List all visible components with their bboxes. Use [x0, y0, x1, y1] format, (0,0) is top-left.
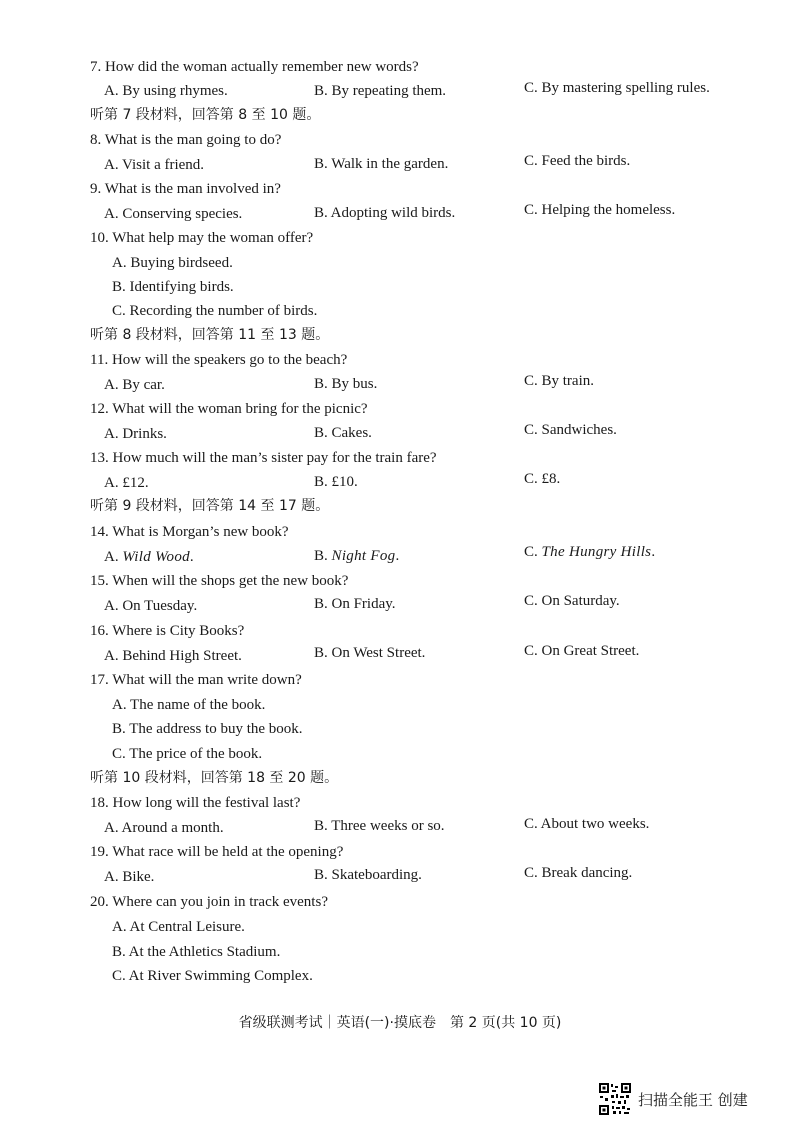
scanner-watermark — [598, 1082, 748, 1116]
question-19-option-c: C. Break dancing. — [524, 865, 633, 881]
question-16-option-a: A. Behind High Street. — [104, 648, 242, 664]
question-13-option-c: C. £8. — [524, 471, 561, 487]
book-title-wild-wood: Wild Wood — [122, 549, 190, 565]
question-18-option-c: C. About two weeks. — [524, 816, 650, 832]
question-20-option-a: A. At Central Leisure. — [112, 919, 245, 935]
question-14-option-c — [524, 543, 655, 561]
option-c-period: . — [651, 544, 656, 560]
scanner-label: 扫描全能王 创建 — [638, 1090, 748, 1109]
question-15-option-c: C. On Saturday. — [524, 593, 620, 609]
question-10-option-c: C. Recording the number of birds. — [112, 303, 318, 319]
page-footer: 省级联测考试｜英语(一)·摸底卷 第 2 页(共 10 页) — [238, 1015, 562, 1031]
question-10-option-a: A. Buying birdseed. — [112, 255, 233, 271]
question-17-stem: 17. What will the man write down? — [90, 672, 302, 688]
question-8-option-c: C. Feed the birds. — [524, 153, 631, 169]
question-13-stem: 13. How much will the man’s sister pay for the train fare? — [90, 450, 437, 466]
question-7-option-b: B. By repeating them. — [314, 83, 447, 99]
question-11-option-b: B. By bus. — [314, 376, 378, 392]
question-9-option-a: A. Conserving species. — [104, 206, 243, 222]
question-8-option-b: B. Walk in the garden. — [314, 156, 449, 172]
option-b-letter: B. — [314, 548, 332, 564]
question-9-stem: 9. What is the man involved in? — [90, 181, 281, 197]
question-13-option-a: A. £12. — [104, 475, 149, 491]
section-heading-9: 听第 9 段材料，回答第 14 至 17 题。 — [90, 498, 330, 514]
question-11-option-a: A. By car. — [104, 377, 165, 393]
question-14-stem: 14. What is Morgan’s new book? — [90, 524, 289, 540]
question-19-option-b: B. Skateboarding. — [314, 867, 422, 883]
question-12-option-a: A. Drinks. — [104, 426, 167, 442]
book-title-night-fog: Night Fog — [331, 548, 396, 564]
question-17-option-b: B. The address to buy the book. — [112, 721, 303, 737]
question-16-option-c: C. On Great Street. — [524, 643, 640, 659]
section-heading-7: 听第 7 段材料，回答第 8 至 10 题。 — [90, 107, 321, 123]
question-10-stem: 10. What help may the woman offer? — [90, 230, 314, 246]
question-14-option-b — [314, 547, 399, 565]
question-19-stem: 19. What race will be held at the opening? — [90, 844, 344, 860]
question-10-option-b: B. Identifying birds. — [112, 279, 234, 295]
question-17-option-a: A. The name of the book. — [112, 697, 266, 713]
question-20-option-c: C. At River Swimming Complex. — [112, 968, 313, 984]
book-title-hungry-hills: The Hungry Hills — [541, 544, 652, 560]
question-12-option-c: C. Sandwiches. — [524, 422, 617, 438]
question-11-stem: 11. How will the speakers go to the beach? — [90, 352, 348, 368]
section-heading-10: 听第 10 段材料，回答第 18 至 20 题。 — [90, 770, 339, 786]
question-7-option-c: C. By mastering spelling rules. — [524, 80, 710, 96]
question-8-option-a: A. Visit a friend. — [104, 157, 205, 173]
question-18-stem: 18. How long will the festival last? — [90, 795, 301, 811]
question-7-option-a: A. By using rhymes. — [104, 83, 228, 99]
question-16-option-b: B. On West Street. — [314, 645, 426, 661]
question-8-stem: 8. What is the man going to do? — [90, 132, 282, 148]
question-9-option-b: B. Adopting wild birds. — [314, 205, 456, 221]
question-11-option-c: C. By train. — [524, 373, 594, 389]
question-18-option-a: A. Around a month. — [104, 820, 224, 836]
option-a-period: . — [189, 549, 194, 565]
question-20-option-b: B. At the Athletics Stadium. — [112, 944, 281, 960]
question-7-stem: 7. How did the woman actually remember new words? — [90, 59, 419, 75]
question-17-option-c: C. The price of the book. — [112, 746, 263, 762]
question-16-stem: 16. Where is City Books? — [90, 623, 245, 639]
option-c-letter: C. — [524, 544, 542, 560]
question-12-option-b: B. Cakes. — [314, 425, 372, 441]
question-12-stem: 12. What will the woman bring for the picnic? — [90, 401, 368, 417]
option-b-period: . — [395, 548, 400, 564]
question-14-option-a — [104, 548, 194, 566]
question-9-option-c: C. Helping the homeless. — [524, 202, 676, 218]
question-19-option-a: A. Bike. — [104, 869, 155, 885]
question-15-option-b: B. On Friday. — [314, 596, 396, 612]
question-15-stem: 15. When will the shops get the new book? — [90, 573, 349, 589]
question-18-option-b: B. Three weeks or so. — [314, 818, 445, 834]
option-a-letter: A. — [104, 549, 123, 565]
qr-code-icon — [598, 1082, 632, 1116]
question-15-option-a: A. On Tuesday. — [104, 598, 198, 614]
question-20-stem: 20. Where can you join in track events? — [90, 894, 328, 910]
question-13-option-b: B. £10. — [314, 474, 358, 490]
section-heading-8: 听第 8 段材料，回答第 11 至 13 题。 — [90, 327, 330, 343]
